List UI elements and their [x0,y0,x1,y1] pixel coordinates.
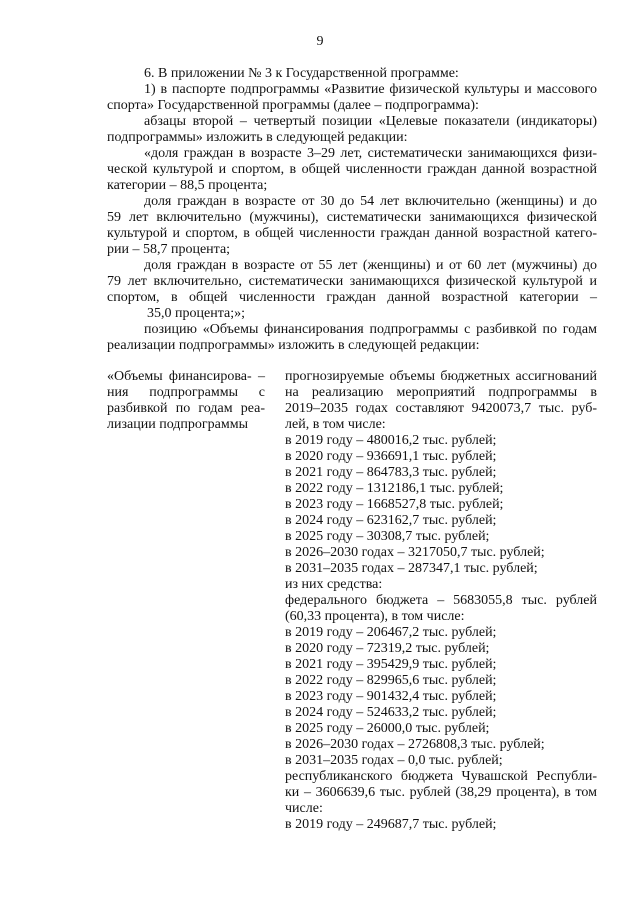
value-line: ки – 3606639,6 тыс. рублей (38,29 процента), в том [285,785,597,800]
paragraph-line: спортом, в общей численности граждан данной возрастной категории – [107,290,597,305]
document-body [107,66,597,354]
value-line: в 2024 году – 524633,2 тыс. рублей; [285,705,497,720]
value-line: в 2031–2035 годах – 287347,1 тыс. рублей; [285,561,538,576]
value-line: в 2024 году – 623162,7 тыс. рублей; [285,513,497,528]
value-line: 2019–2035 годах составляют 9420073,7 тыс. руб- [285,401,597,416]
value-line: в 2025 году – 26000,0 тыс. рублей; [285,721,490,736]
value-line: на реализацию мероприятий подпрограммы в [285,385,597,400]
value-line: в 2031–2035 годах – 0,0 тыс. рублей; [285,753,503,768]
value-line: республиканского бюджета Чувашской Республи- [285,769,597,784]
paragraph-line: доля граждан в возрасте от 30 до 54 лет включительно (женщины) и до [144,194,597,209]
paragraph-line: 79 лет включительно, систематически занимающихся физической культурой и [107,274,597,289]
position-value-column [285,369,597,833]
value-line: федерального бюджета – 5683055,8 тыс. рублей [285,593,597,608]
position-label-line: «Объемы финансирова- – [107,369,265,384]
value-line: в 2021 году – 864783,3 тыс. рублей; [285,465,497,480]
value-line: в 2026–2030 годах – 2726808,3 тыс. рублей; [285,737,545,752]
value-line: в 2019 году – 206467,2 тыс. рублей; [285,625,497,640]
paragraph-line: доля граждан в возрасте от 55 лет (женщины) и от 60 лет (мужчины) до [144,258,597,273]
value-line: числе: [285,801,323,816]
value-line: в 2019 году – 249687,7 тыс. рублей; [285,817,497,832]
paragraph-line: категории – 88,5 процента; [107,178,268,193]
value-line: в 2023 году – 1668527,8 тыс. рублей; [285,497,504,512]
paragraph-line: 35,0 процента;»; [147,306,245,321]
position-label-column [107,369,265,433]
value-line: в 2020 году – 936691,1 тыс. рублей; [285,449,497,464]
value-line: в 2019 году – 480016,2 тыс. рублей; [285,433,497,448]
value-line: (60,33 процента), в том числе: [285,609,465,624]
paragraph-line: подпрограммы» изложить в следующей редакции: [107,130,408,145]
paragraph-line: «доля граждан в возрасте 3–29 лет, систематически занимающихся физи- [144,146,597,161]
value-line: в 2025 году – 30308,7 тыс. рублей; [285,529,490,544]
paragraph-line: 1) в паспорте подпрограммы «Развитие физической культуры и массового [144,82,597,97]
value-line: из них средства: [285,577,383,592]
paragraph-line: абзацы второй – четвертый позиции «Целевые показатели (индикаторы) [144,114,597,129]
page-number: 9 [316,34,324,49]
value-line: в 2022 году – 1312186,1 тыс. рублей; [285,481,504,496]
position-label-line: ния подпрограммы с [107,385,265,400]
value-line: лей, в том числе: [285,417,386,432]
value-line: в 2023 году – 901432,4 тыс. рублей; [285,689,497,704]
paragraph-line: спорта» Государственной программы (далее – подпрограмма): [107,98,479,113]
paragraph-line: культурой и спортом, в общей численности граждан данной возрастной катего- [107,226,597,241]
position-label-line: лизации подпрограммы [107,417,248,432]
value-line: в 2026–2030 годах – 3217050,7 тыс. рублей; [285,545,545,560]
value-line: в 2022 году – 829965,6 тыс. рублей; [285,673,497,688]
value-line: в 2020 году – 72319,2 тыс. рублей; [285,641,490,656]
value-line: прогнозируемые объемы бюджетных ассигнований [285,369,597,384]
paragraph-line: реализации подпрограммы» изложить в следующей редакции: [107,338,480,353]
position-label-line: разбивкой по годам реа- [107,401,265,416]
paragraph-line: 6. В приложении № 3 к Государственной программе: [144,66,459,81]
paragraph-line: 59 лет включительно (мужчины), систематически занимающихся физической [107,210,597,225]
value-line: в 2021 году – 395429,9 тыс. рублей; [285,657,497,672]
paragraph-line: позицию «Объемы финансирования подпрограммы с разбивкой по годам [144,322,597,337]
paragraph-line: рии – 58,7 процента; [107,242,231,257]
paragraph-line: ческой культурой и спортом, в общей численности граждан данной возрастной [107,162,597,177]
